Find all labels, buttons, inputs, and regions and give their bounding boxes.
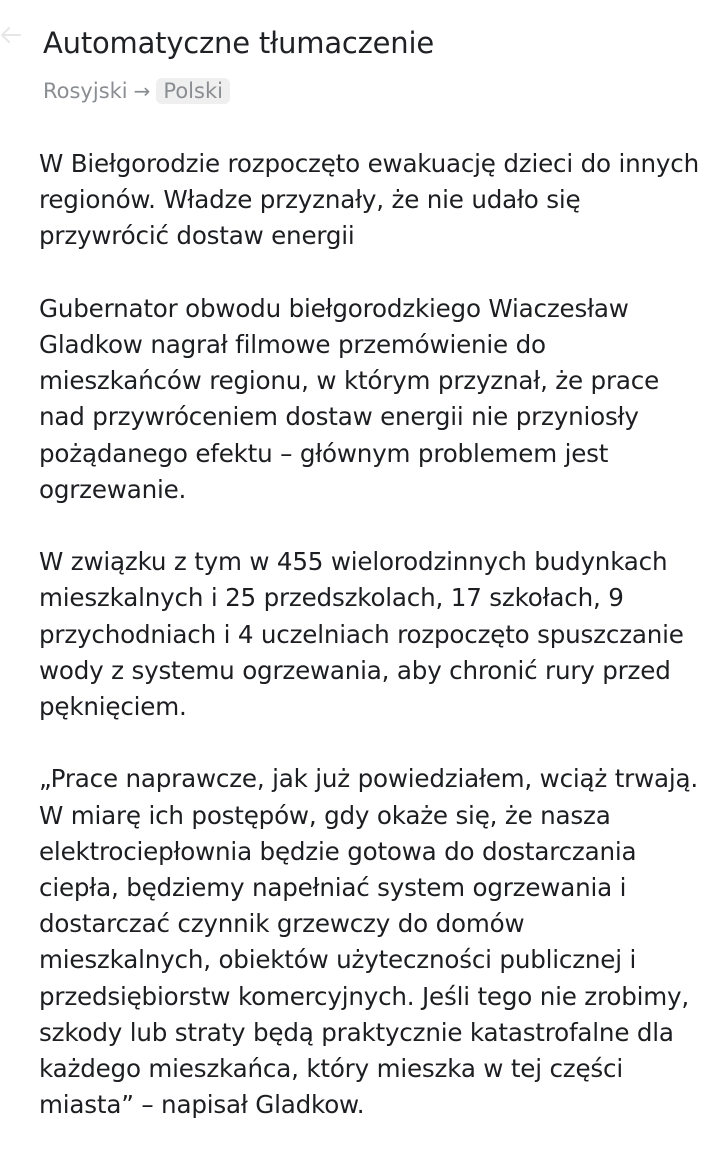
target-language-chip[interactable]: Polski — [156, 78, 230, 104]
article-paragraph: W Biełgorodzie rozpoczęto ewakuację dzieci do innych regionów. Władze przyznały, że nie udało się przywrócić dostaw energii — [39, 149, 699, 251]
arrow-left-icon — [0, 22, 24, 48]
language-pair — [43, 75, 230, 107]
back-button[interactable] — [0, 22, 24, 48]
article-paragraph: „Prace naprawcze, jak już powiedziałem, wciąż trwają. W miarę ich postępów, gdy okaże się, że nasza elektrociepłownia będzie gotowa do dostarczania ciepła, będziemy napełniać system ogrzewania i dostarczać czynnik grzewczy do domów mieszkalnych, obiektów użyteczności publicznej i przedsiębiorstw komercyjnych. Jeśli tego nie zrobimy, szkody lub straty będą praktycznie katastrofalne dla każdego mieszkańca, który mieszka w tej części miasta” – napisał Gladkow. — [39, 764, 698, 1120]
source-language: Rosyjski — [43, 79, 128, 103]
page-title: Automatyczne tłumaczenie — [43, 26, 434, 60]
article-paragraph: Gubernator obwodu biełgorodzkiego Wiaczesław Gladkow nagrał filmowe przemówienie do mieszkańców regionu, w którym przyznał, że prace nad przywróceniem dostaw energii nie przyniosły pożądanego efektu – głównym problemem jest ogrzewanie. — [39, 293, 660, 504]
article-paragraph: W związku z tym w 455 wielorodzinnych budynkach mieszkalnych i 25 przedszkolach, 17 szkołach, 9 przychodniach i 4 uczelniach rozpoczęto spuszczanie wody z systemu ogrzewania, aby chronić rury przed pęknięciem. — [39, 547, 684, 722]
translated-article — [39, 146, 699, 1123]
arrow-right-icon: → — [133, 79, 151, 103]
